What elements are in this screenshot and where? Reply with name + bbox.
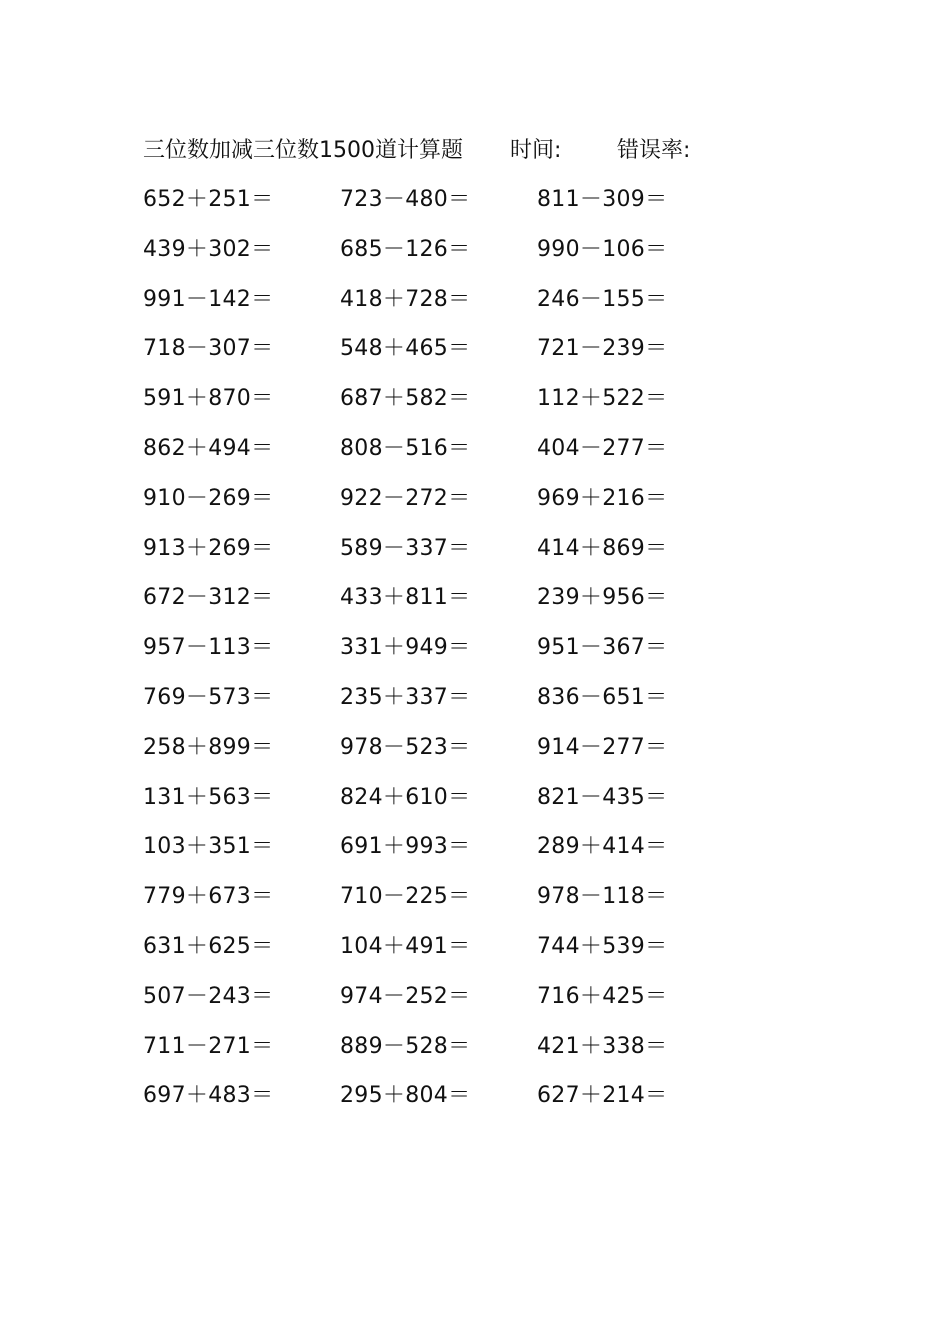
- problem-grid: [143, 183, 763, 1129]
- math-problem: 404－277＝: [537, 435, 668, 461]
- problem-row: [143, 233, 763, 283]
- math-problem: 421＋338＝: [537, 1033, 668, 1059]
- math-problem: 811－309＝: [537, 187, 668, 212]
- math-problem: 910－269＝: [143, 485, 274, 511]
- problem-row: [143, 532, 763, 582]
- math-problem: 239＋956＝: [537, 585, 668, 611]
- worksheet-header: [143, 134, 843, 168]
- math-problem: 889－528＝: [340, 1033, 471, 1059]
- math-problem: 672－312＝: [143, 585, 274, 611]
- math-problem: 710－225＝: [340, 884, 471, 910]
- math-problem: 821－435＝: [537, 784, 668, 810]
- math-problem: 591＋870＝: [143, 386, 274, 412]
- math-problem: 951－367＝: [537, 635, 668, 661]
- math-problem: 258＋899＝: [143, 734, 274, 760]
- math-problem: 295＋804＝: [340, 1083, 471, 1109]
- problem-row: [143, 980, 763, 1030]
- math-problem: 744＋539＝: [537, 933, 668, 959]
- math-problem: 246－155＝: [537, 286, 668, 312]
- math-problem: 439＋302＝: [143, 236, 274, 262]
- math-problem: 685－126＝: [340, 236, 471, 262]
- math-problem: 711－271＝: [143, 1033, 274, 1059]
- math-problem: 112＋522＝: [537, 386, 668, 412]
- math-problem: 697＋483＝: [143, 1083, 274, 1109]
- math-problem: 418＋728＝: [340, 286, 471, 312]
- math-problem: 548＋465＝: [340, 336, 471, 362]
- math-problem: 507－243＝: [143, 983, 274, 1009]
- math-problem: 103＋351＝: [143, 834, 274, 860]
- math-problem: 862＋494＝: [143, 435, 274, 461]
- math-problem: 589－337＝: [340, 535, 471, 561]
- math-problem: 824＋610＝: [340, 784, 471, 810]
- problem-row: [143, 731, 763, 781]
- problem-row: [143, 681, 763, 731]
- math-problem: 779＋673＝: [143, 884, 274, 910]
- worksheet-title: 三位数加减三位数1500道计算题: [143, 138, 463, 163]
- math-problem: 808－516＝: [340, 435, 471, 461]
- math-problem: 922－272＝: [340, 485, 471, 511]
- math-problem: 991－142＝: [143, 286, 274, 312]
- math-problem: 957－113＝: [143, 635, 274, 661]
- problem-row: [143, 631, 763, 681]
- problem-row: [143, 880, 763, 930]
- problem-row: [143, 332, 763, 382]
- math-problem: 627＋214＝: [537, 1083, 668, 1109]
- problem-row: [143, 283, 763, 333]
- math-problem: 691＋993＝: [340, 834, 471, 860]
- math-problem: 331＋949＝: [340, 635, 471, 661]
- problem-row: [143, 482, 763, 532]
- math-problem: 721－239＝: [537, 336, 668, 362]
- problem-row: [143, 581, 763, 631]
- problem-row: [143, 830, 763, 880]
- math-problem: 769－573＝: [143, 684, 274, 710]
- math-problem: 414＋869＝: [537, 535, 668, 561]
- problem-row: [143, 1079, 763, 1129]
- math-problem: 433＋811＝: [340, 585, 471, 611]
- problem-row: [143, 781, 763, 831]
- math-problem: 974－252＝: [340, 983, 471, 1009]
- problem-row: [143, 1030, 763, 1080]
- math-problem: 990－106＝: [537, 236, 668, 262]
- math-problem: 289＋414＝: [537, 834, 668, 860]
- math-problem: 718－307＝: [143, 336, 274, 362]
- time-label: 时间:: [510, 138, 562, 163]
- math-problem: 978－118＝: [537, 884, 668, 910]
- problem-row: [143, 382, 763, 432]
- math-problem: 716＋425＝: [537, 983, 668, 1009]
- math-problem: 836－651＝: [537, 684, 668, 710]
- math-problem: 687＋582＝: [340, 386, 471, 412]
- math-problem: 652＋251＝: [143, 187, 274, 212]
- math-problem: 969＋216＝: [537, 485, 668, 511]
- math-problem: 913＋269＝: [143, 535, 274, 561]
- error-rate-label: 错误率:: [617, 138, 691, 163]
- problem-row: [143, 432, 763, 482]
- math-problem: 723－480＝: [340, 187, 471, 212]
- math-problem: 631＋625＝: [143, 933, 274, 959]
- math-problem: 235＋337＝: [340, 684, 471, 710]
- problem-row: [143, 930, 763, 980]
- math-problem: 914－277＝: [537, 734, 668, 760]
- math-problem: 978－523＝: [340, 734, 471, 760]
- math-problem: 104＋491＝: [340, 933, 471, 959]
- problem-row: [143, 183, 763, 233]
- math-problem: 131＋563＝: [143, 784, 274, 810]
